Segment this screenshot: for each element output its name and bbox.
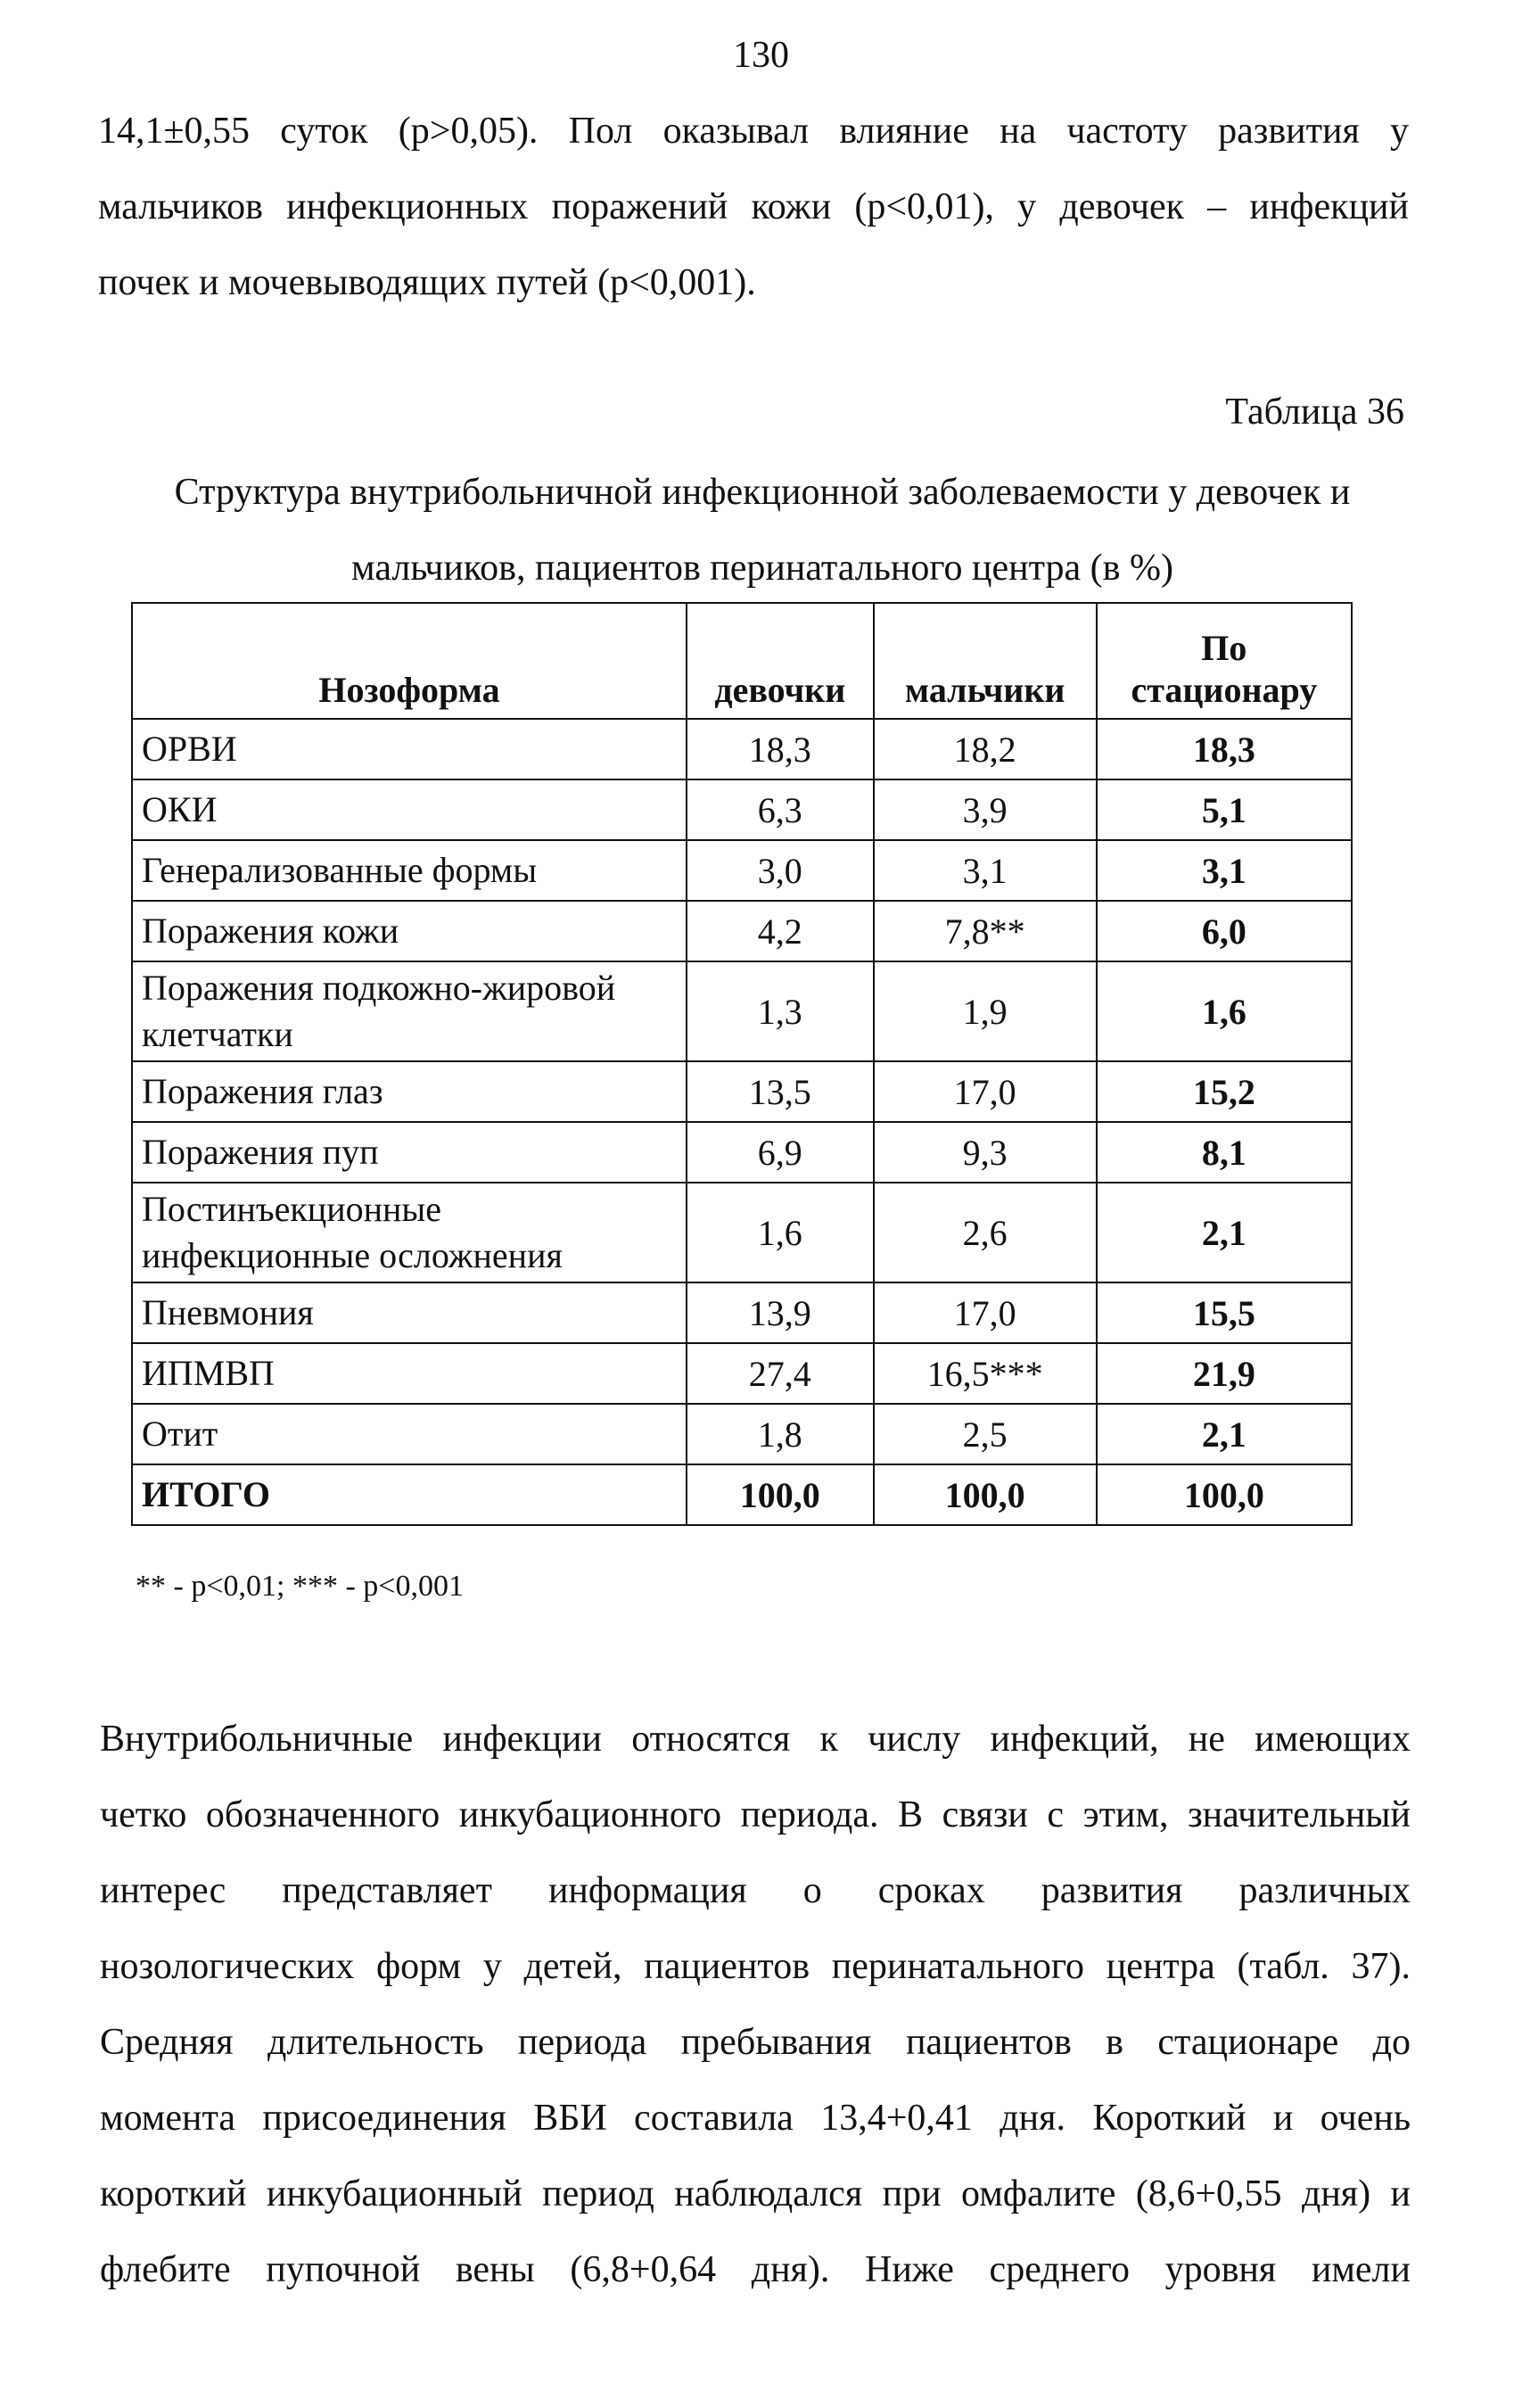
table-row: [132, 1404, 1352, 1464]
table-footnote: ** - p<0,01; *** - p<0,001: [136, 1570, 464, 1603]
cell-nosoform: Поражения кожи: [132, 901, 687, 961]
cell-total: 100,0: [1097, 1464, 1352, 1525]
cell-girls: 4,2: [687, 901, 874, 961]
cell-girls: 13,9: [687, 1282, 874, 1343]
cell-total: 15,2: [1097, 1061, 1352, 1122]
cell-total: 5,1: [1097, 779, 1352, 840]
header-hospital-line: По: [1201, 628, 1247, 668]
table-row: [132, 779, 1352, 840]
cell-nosoform-line: инфекционные осложнения: [142, 1235, 563, 1275]
cell-girls: 1,8: [687, 1404, 874, 1464]
table-row: [132, 1282, 1352, 1343]
paragraph-line: 14,1±0,55 суток (p>0,05). Пол оказывал влияние на частоту развития у: [98, 111, 1409, 152]
cell-nosoform-line: Поражения подкожно-жировой: [142, 968, 616, 1008]
cell-nosoform: ОРВИ: [132, 719, 687, 779]
cell-total: 2,1: [1097, 1183, 1352, 1282]
cell-nosoform: Пневмония: [132, 1282, 687, 1343]
paragraph-line: Средняя длительность периода пребывания пациентов в стационаре до: [100, 2022, 1411, 2063]
table-row: [132, 1061, 1352, 1122]
table-row: [132, 1183, 1352, 1282]
cell-boys: 17,0: [874, 1061, 1097, 1122]
cell-nosoform: Генерализованные формы: [132, 840, 687, 901]
cell-nosoform-line: клетчатки: [142, 1014, 293, 1054]
table-row: [132, 1122, 1352, 1183]
cell-total: 15,5: [1097, 1282, 1352, 1343]
cell-boys: 2,6: [874, 1183, 1097, 1282]
morbidity-table: [131, 602, 1353, 1526]
table-label: Таблица 36: [1225, 392, 1404, 433]
table-row: [132, 840, 1352, 901]
cell-nosoform: Поражения глаз: [132, 1061, 687, 1122]
cell-nosoform: ИПМВП: [132, 1343, 687, 1404]
header-girls: девочки: [687, 603, 874, 719]
cell-boys: 18,2: [874, 719, 1097, 779]
cell-nosoform: Отит: [132, 1404, 687, 1464]
cell-nosoform: [132, 961, 687, 1061]
page-number: 130: [733, 35, 789, 76]
cell-boys: 17,0: [874, 1282, 1097, 1343]
table-header-row: [132, 603, 1352, 719]
table-title-line: Структура внутрибольничной инфекционной заболеваемости у девочек и: [174, 472, 1351, 513]
cell-total: 2,1: [1097, 1404, 1352, 1464]
cell-total: 1,6: [1097, 961, 1352, 1061]
cell-nosoform: ИТОГО: [132, 1464, 687, 1525]
table-row: [132, 1343, 1352, 1404]
cell-total: 8,1: [1097, 1122, 1352, 1183]
top-paragraph: [98, 94, 1409, 321]
table-title-line: мальчиков, пациентов перинатального центра (в %): [351, 548, 1173, 589]
cell-girls: 27,4: [687, 1343, 874, 1404]
paragraph-line: четко обозначенного инкубационного периода. В связи с этим, значительный: [100, 1794, 1411, 1835]
paragraph-line: короткий инкубационный период наблюдался при омфалите (8,6+0,55 дня) и: [100, 2173, 1411, 2214]
cell-nosoform: Поражения пуп: [132, 1122, 687, 1183]
header-hospital-line: стационару: [1131, 670, 1318, 710]
paragraph-line: Внутрибольничные инфекции относятся к числу инфекций, не имеющих: [100, 1719, 1411, 1760]
paragraph-line: интерес представляет информация о сроках развития различных: [100, 1870, 1411, 1911]
table-row: [132, 961, 1352, 1061]
cell-total: 18,3: [1097, 719, 1352, 779]
header-hospital: [1097, 603, 1352, 719]
header-boys: мальчики: [874, 603, 1097, 719]
table-row: [132, 719, 1352, 779]
cell-nosoform: [132, 1183, 687, 1282]
bottom-paragraph: [100, 1702, 1411, 2308]
cell-boys: 7,8**: [874, 901, 1097, 961]
cell-girls: 13,5: [687, 1061, 874, 1122]
table-total-row: [132, 1464, 1352, 1525]
cell-boys: 100,0: [874, 1464, 1097, 1525]
paragraph-line: момента присоединения ВБИ составила 13,4+0,41 дня. Короткий и очень: [100, 2098, 1411, 2139]
table-row: [132, 901, 1352, 961]
table-title: [107, 455, 1418, 606]
cell-girls: 100,0: [687, 1464, 874, 1525]
header-nosoform: Нозоформа: [132, 603, 687, 719]
paragraph-line: флебите пупочной вены (6,8+0,64 дня). Ниже среднего уровня имели: [100, 2249, 1411, 2290]
cell-girls: 3,0: [687, 840, 874, 901]
cell-boys: 1,9: [874, 961, 1097, 1061]
paragraph-line: мальчиков инфекционных поражений кожи (p<0,01), у девочек – инфекций: [98, 186, 1409, 227]
cell-girls: 6,9: [687, 1122, 874, 1183]
cell-total: 6,0: [1097, 901, 1352, 961]
paragraph-line: почек и мочевыводящих путей (p<0,001).: [98, 262, 756, 303]
cell-boys: 3,1: [874, 840, 1097, 901]
paragraph-line: нозологических форм у детей, пациентов перинатального центра (табл. 37).: [100, 1946, 1411, 1987]
cell-nosoform-line: Постинъекционные: [142, 1189, 442, 1229]
cell-total: 3,1: [1097, 840, 1352, 901]
cell-total: 21,9: [1097, 1343, 1352, 1404]
cell-boys: 2,5: [874, 1404, 1097, 1464]
cell-boys: 16,5***: [874, 1343, 1097, 1404]
cell-girls: 1,3: [687, 961, 874, 1061]
cell-girls: 1,6: [687, 1183, 874, 1282]
cell-boys: 9,3: [874, 1122, 1097, 1183]
cell-girls: 6,3: [687, 779, 874, 840]
cell-girls: 18,3: [687, 719, 874, 779]
cell-boys: 3,9: [874, 779, 1097, 840]
cell-nosoform: ОКИ: [132, 779, 687, 840]
